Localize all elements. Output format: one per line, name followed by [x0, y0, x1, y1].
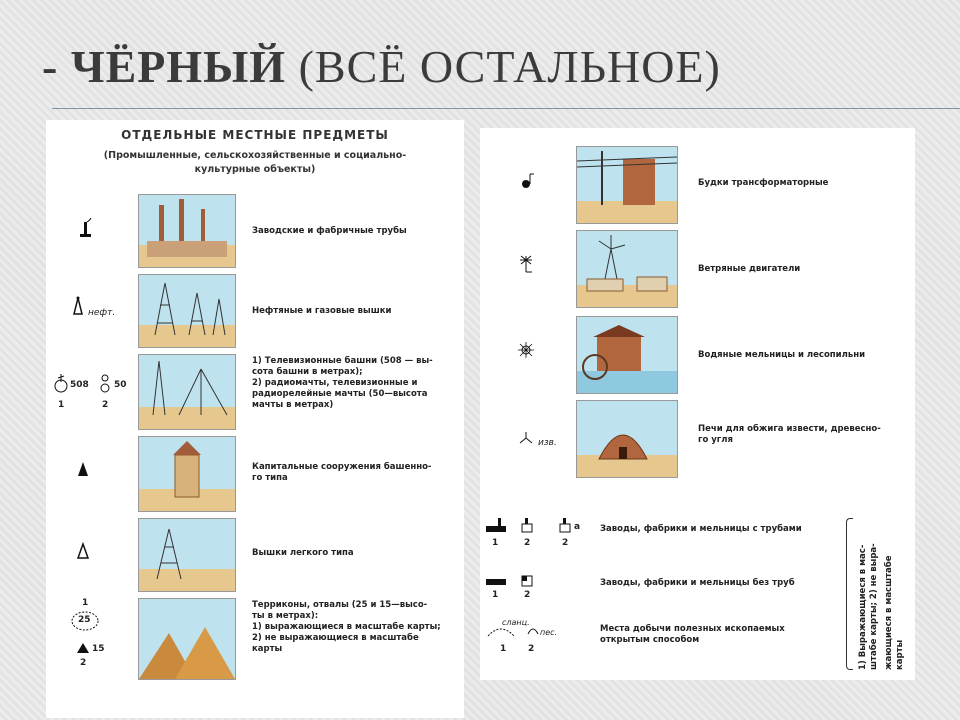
legend-row-oil-derricks — [46, 270, 464, 350]
legend-row-tv-towers — [46, 350, 464, 432]
tv-towers-desc-line4: радиорелейные мачты (50—высота — [252, 389, 428, 399]
open-pit-unscaled-icon — [526, 624, 540, 640]
light-towers-picture — [138, 518, 236, 592]
factory-chimney-idx1: 1 — [492, 538, 499, 548]
legend-row-water-mills — [480, 316, 915, 396]
factory-chimney-a-label: а — [574, 522, 581, 532]
tv-towers-desc-line3: 2) радиомачты, телевизионные и — [252, 378, 418, 388]
tv-towers-picture — [138, 354, 236, 430]
legend-row-tower-structures — [46, 432, 464, 514]
tv-tower-symbol-icon — [52, 372, 70, 398]
factory-chimney-idx3: 2 — [562, 538, 569, 548]
open-pit-mines-desc-line2: открытым способом — [600, 635, 700, 645]
open-pit-mines-desc-line1: Места добычи полезных ископаемых — [600, 624, 785, 634]
oil-derricks-desc: Нефтяные и газовые вышки — [252, 306, 392, 316]
legend-row-spoil-heaps — [46, 594, 464, 714]
slide-title — [42, 40, 721, 93]
tv-towers-desc — [252, 356, 433, 411]
lime-kilns-picture — [576, 400, 678, 478]
tv-towers-desc-line5: мачты в метрах) — [252, 400, 334, 410]
legend-row-lime-kilns — [480, 400, 915, 480]
legend-brace — [846, 518, 853, 670]
spoil-heap-height-1: 25 — [78, 615, 91, 625]
tv-tower-height: 508 — [70, 380, 89, 390]
tower-structures-desc-line2: го типа — [252, 473, 288, 483]
tv-towers-desc-line1: 1) Телевизионные башни (508 — вы- — [252, 356, 433, 366]
transformer-symbol-icon — [520, 172, 536, 194]
factories-without-chimneys-row — [480, 574, 840, 608]
derrick-symbol-icon — [72, 296, 84, 320]
wind-engines-picture — [576, 230, 678, 308]
factory-idx1: 1 — [492, 590, 499, 600]
legend-row-transformer-booths — [480, 146, 915, 226]
tv-towers-desc-line2: сота башни в метрах); — [252, 367, 363, 377]
mast-symbol-icon — [98, 372, 112, 398]
mast-index: 2 — [102, 400, 109, 410]
side-note-col2-line1: жающиеся в масштабе — [884, 555, 894, 670]
open-pit-idx1: 1 — [500, 644, 507, 654]
water-mills-desc: Водяные мельницы и лесопильни — [698, 350, 866, 360]
factory-chimney-scaled-icon — [486, 518, 508, 538]
side-note-col1-line1: 1) Выражающиеся в мас- — [858, 544, 868, 670]
factories-with-chimneys-row — [480, 518, 840, 552]
lime-kiln-symbol-icon — [518, 430, 534, 448]
spoil-heap-height-2: 15 — [92, 644, 105, 654]
oil-derricks-picture — [138, 274, 236, 348]
water-mill-symbol-icon — [518, 342, 534, 362]
factory-chimney-idx2: 2 — [524, 538, 531, 548]
mast-height: 50 — [114, 380, 127, 390]
spoil-heap-index-2: 2 — [80, 658, 87, 668]
factory-idx2: 2 — [524, 590, 531, 600]
slide-title-rest: (ВСЁ ОСТАЛЬНОЕ) — [298, 41, 721, 92]
spoil-heaps-desc-line1: Терриконы, отвалы (25 и 15—высо- — [252, 600, 428, 610]
chimney-symbol-icon — [78, 218, 92, 242]
tower-structures-picture — [138, 436, 236, 512]
wind-engines-desc: Ветряные двигатели — [698, 264, 801, 274]
factories-with-chimneys-desc: Заводы, фабрики и мельницы с трубами — [600, 524, 802, 534]
spoil-heaps-desc-line5: карты — [252, 644, 283, 654]
derrick-symbol-label: нефт. — [88, 308, 116, 318]
light-tower-symbol-icon — [76, 542, 90, 564]
factory-chimneys-desc: Заводские и фабричные трубы — [252, 226, 407, 236]
legend-row-light-towers — [46, 514, 464, 594]
slide-title-bold: - ЧЁРНЫЙ — [42, 41, 287, 92]
spoil-heaps-desc-line3: 1) выражающиеся в масштабе карты; — [252, 622, 441, 632]
water-mills-picture — [576, 316, 678, 394]
legend-row-wind-engines — [480, 230, 915, 310]
spoil-heaps-desc-line2: ты в метрах): — [252, 611, 319, 621]
left-subheading-line2: культурные объекты) — [194, 164, 316, 175]
spoil-heap-unscaled-icon — [76, 642, 90, 658]
tower-structure-symbol-icon — [76, 460, 90, 482]
tower-structures-desc — [252, 462, 431, 484]
tower-structures-desc-line1: Капитальные сооружения башенно- — [252, 462, 432, 472]
side-note-col1-line2: штабе карты; 2) не выра- — [869, 543, 879, 670]
light-towers-desc: Вышки легкого типа — [252, 548, 354, 558]
factory-chimney-a-icon — [558, 518, 572, 538]
lime-kiln-symbol-label: изв. — [538, 438, 557, 448]
factories-without-chimneys-desc: Заводы, фабрики и мельницы без труб — [600, 578, 795, 588]
lime-kilns-desc-line1: Печи для обжига извести, древесно- — [698, 424, 881, 434]
side-note-col2-line2: карты — [895, 639, 905, 670]
factory-scaled-icon — [486, 576, 508, 591]
factory-chimney-unscaled-icon — [520, 518, 534, 538]
title-divider — [52, 108, 960, 109]
transformer-booths-picture — [576, 146, 678, 224]
wind-engine-symbol-icon — [518, 254, 534, 278]
open-pit-mines-row — [480, 618, 840, 668]
open-pit-pes-label: пес. — [540, 628, 558, 637]
legend-side-note-col2 — [884, 520, 906, 670]
spoil-heap-index-1: 1 — [82, 598, 89, 608]
transformer-booths-desc: Будки трансформаторные — [698, 178, 829, 188]
left-heading: ОТДЕЛЬНЫЕ МЕСТНЫЕ ПРЕДМЕТЫ — [121, 128, 389, 142]
left-subheading-line1: (Промышленные, сельскохозяйственные и социально- — [103, 150, 407, 161]
tv-tower-index: 1 — [58, 400, 65, 410]
spoil-heaps-desc-line4: 2) не выражающиеся в масштабе — [252, 633, 419, 643]
legend-side-note-col1 — [858, 520, 880, 670]
lime-kilns-desc-line2: го угля — [698, 435, 733, 445]
open-pit-mines-desc — [600, 624, 785, 646]
open-pit-idx2: 2 — [528, 644, 535, 654]
open-pit-slanc-label: сланц. — [502, 618, 530, 627]
factory-chimneys-picture — [138, 194, 236, 268]
spoil-heaps-picture — [138, 598, 236, 680]
left-legend-panel — [46, 120, 464, 718]
lime-kilns-desc — [698, 424, 881, 446]
legend-row-factory-chimneys — [46, 190, 464, 270]
spoil-heaps-desc — [252, 600, 441, 655]
right-legend-panel — [480, 128, 915, 680]
